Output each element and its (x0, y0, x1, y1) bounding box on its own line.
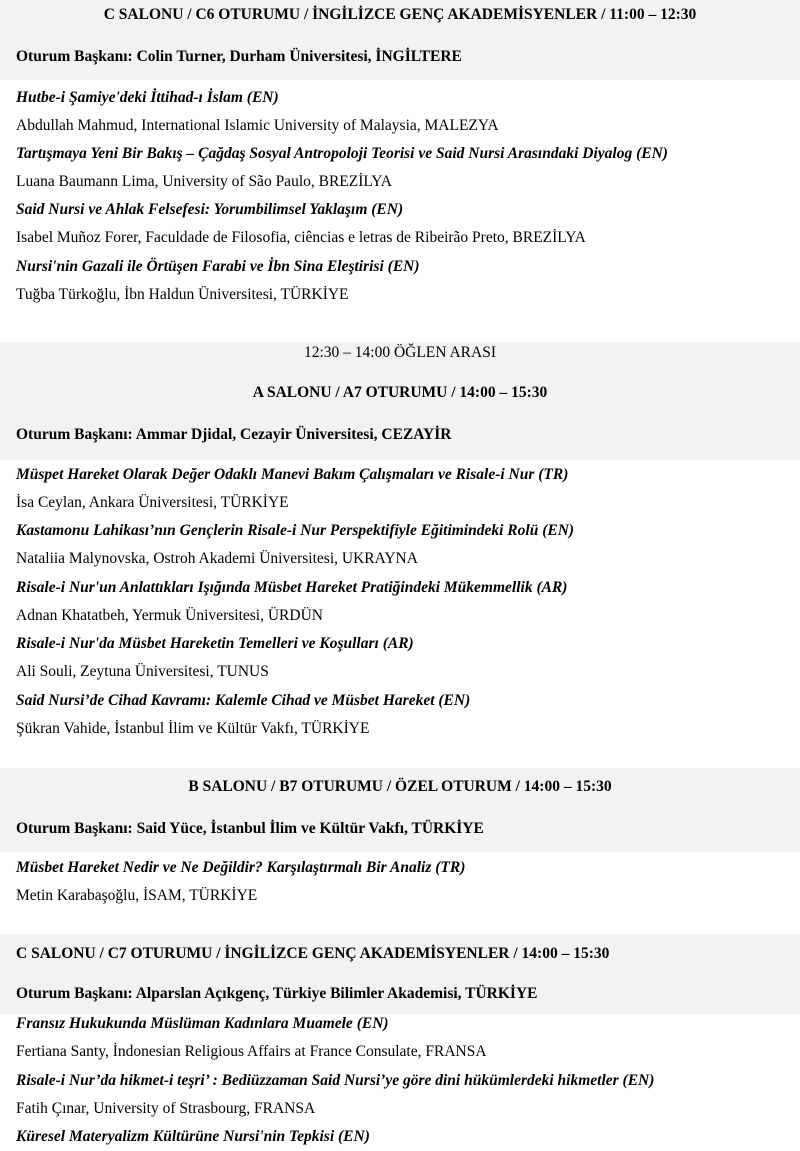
paper-author: Luana Baumann Lima, University of São Paulo, BREZİLYA (16, 173, 392, 190)
paper-title: Fransız Hukukunda Müslüman Kadınlara Muamele (EN) (16, 1015, 389, 1032)
session-header-a7: A SALONU / A7 OTURUMU / 14:00 – 15:30 (0, 370, 800, 410)
session-chair-c6: Oturum Başkanı: Colin Turner, Durham Üniversitesi, İNGİLTERE (0, 30, 800, 80)
paper-title: Nursi'nin Gazali ile Örtüşen Farabi ve İbn Sina Eleştirisi (EN) (16, 258, 420, 275)
session-chair-a7: Oturum Başkanı: Ammar Djidal, Cezayir Üniversitesi, CEZAYİR (0, 410, 800, 460)
session-header-b7: B SALONU / B7 OTURUMU / ÖZEL OTURUM / 14:00 – 15:30 (0, 768, 800, 808)
paper-title: Said Nursi’de Cihad Kavramı: Kalemle Cihad ve Müsbet Hareket (EN) (16, 692, 471, 709)
paper-title: Said Nursi ve Ahlak Felsefesi: Yorumbilimsel Yaklaşım (EN) (16, 201, 404, 218)
paper-author: Nataliia Malynovska, Ostroh Akademi Üniversitesi, UKRAYNA (16, 550, 418, 567)
paper-title: Müsbet Hareket Nedir ve Ne Değildir? Karşılaştırmalı Bir Analiz (TR) (16, 859, 466, 876)
paper-title: Hutbe-i Şamiye'deki İttihad-ı İslam (EN) (16, 89, 279, 106)
paper-title: Kastamonu Lahikası’nın Gençlerin Risale-i Nur Perspektifiyle Eğitimindeki Rolü (EN) (16, 522, 575, 539)
session-chair-b7: Oturum Başkanı: Said Yüce, İstanbul İlim ve Kültür Vakfı, TÜRKİYE (0, 808, 800, 852)
paper-author: Abdullah Mahmud, International Islamic University of Malaysia, MALEZYA (16, 117, 499, 134)
paper-title: Müspet Hareket Olarak Değer Odaklı Manevi Bakım Çalışmaları ve Risale-i Nur (TR) (16, 466, 569, 483)
paper-author: Isabel Muñoz Forer, Faculdade de Filosofia, ciências e letras de Ribeirão Preto, BREZİLYA (16, 229, 586, 246)
paper-title: Risale-i Nur'da Müsbet Hareketin Temelleri ve Koşulları (AR) (16, 635, 414, 652)
paper-author: Fertiana Santy, İndonesian Religious Affairs at France Consulate, FRANSA (16, 1043, 487, 1060)
paper-author: Fatih Çınar, University of Strasbourg, FRANSA (16, 1100, 316, 1117)
paper-author: İsa Ceylan, Ankara Üniversitesi, TÜRKİYE (16, 494, 289, 511)
session-chair-c7: Oturum Başkanı: Alparslan Açıkgenç, Türkiye Bilimler Akademisi, TÜRKİYE (0, 974, 800, 1014)
paper-title: Risale-i Nur’da hikmet-i teşri’ : Bediüzzaman Said Nursi’ye göre dini hükümlerdeki hikmetler (EN) (16, 1072, 655, 1089)
paper-title: Risale-i Nur'un Anlattıkları Işığında Müsbet Hareket Pratiğindeki Mükemmellik (AR) (16, 579, 568, 596)
paper-author: Şükran Vahide, İstanbul İlim ve Kültür Vakfı, TÜRKİYE (16, 720, 370, 737)
session-header-c7: C SALONU / C7 OTURUMU / İNGİLİZCE GENÇ AKADEMİSYENLER / 14:00 – 15:30 (0, 934, 800, 974)
paper-author: Adnan Khatatbeh, Yermuk Üniversitesi, ÜRDÜN (16, 607, 323, 624)
paper-author: Ali Souli, Zeytuna Üniversitesi, TUNUS (16, 663, 269, 680)
paper-title: Küresel Materyalizm Kültürüne Nursi'nin Tepkisi (EN) (16, 1128, 370, 1145)
session-header-c6: C SALONU / C6 OTURUMU / İNGİLİZCE GENÇ AKADEMİSYENLER / 11:00 – 12:30 (0, 0, 800, 30)
lunch-break: 12:30 – 14:00 ÖĞLEN ARASI (0, 342, 800, 370)
paper-author: Metin Karabaşoğlu, İSAM, TÜRKİYE (16, 887, 258, 904)
paper-author: Tuğba Türkoğlu, İbn Haldun Üniversitesi, TÜRKİYE (16, 286, 349, 303)
paper-title: Tartışmaya Yeni Bir Bakış – Çağdaş Sosyal Antropoloji Teorisi ve Said Nursi Arasındaki Diyalog (EN) (16, 145, 668, 162)
